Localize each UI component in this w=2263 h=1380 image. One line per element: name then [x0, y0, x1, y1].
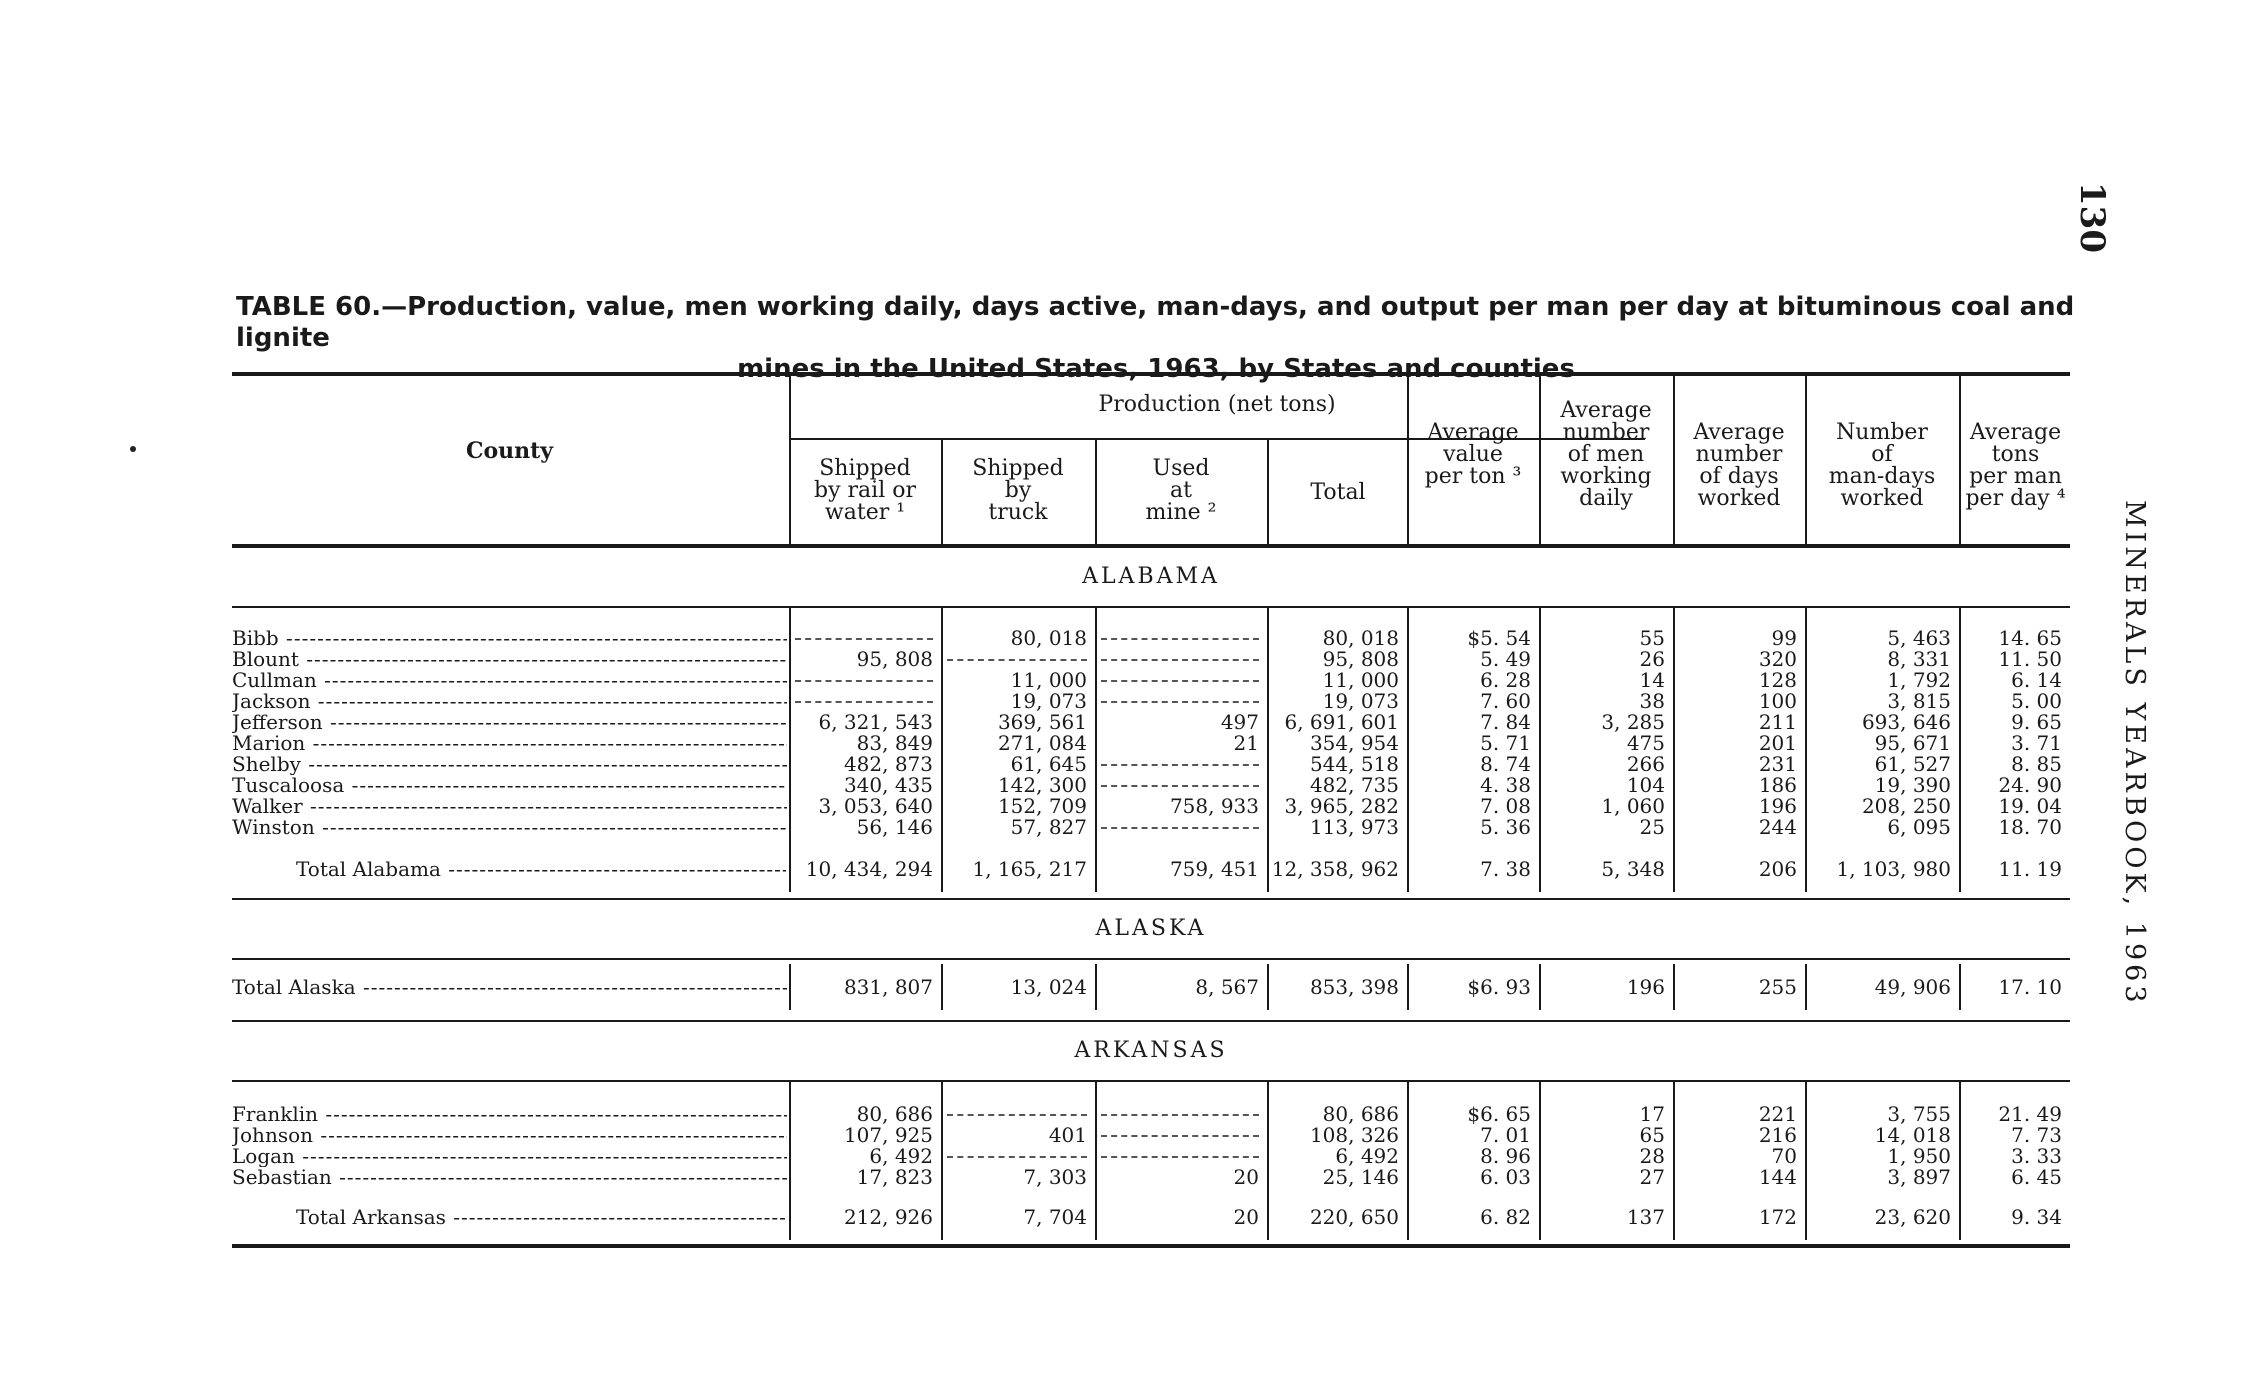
cell-men: 17: [1639, 1102, 1665, 1126]
header-text: per ton ³: [1424, 464, 1522, 489]
cell-men: 27: [1639, 1165, 1665, 1189]
county-name: Cullman -----: [232, 670, 787, 691]
column-divider: [1805, 608, 1807, 846]
total-tons: 9. 34: [2011, 1205, 2062, 1229]
table-row: [232, 691, 2070, 712]
cell-days: 128: [1758, 668, 1797, 692]
column-divider: [1673, 964, 1675, 1010]
total-label: Total Alabama -----: [296, 846, 786, 892]
state-heading-alabama: ALABAMA: [1082, 564, 1220, 589]
header-text: Number: [1836, 420, 1928, 445]
empty-cell-leader: [1101, 785, 1259, 787]
header-text: of days: [1699, 464, 1779, 489]
column-divider: [1805, 846, 1807, 892]
header-text: truck: [988, 500, 1048, 525]
total-total: 220, 650: [1309, 1205, 1399, 1229]
cell-value: 5. 71: [1480, 731, 1531, 755]
header-shipped-rail: [791, 458, 939, 524]
cell-days: 211: [1758, 710, 1797, 734]
header-text: daily: [1579, 486, 1633, 511]
table-row: [232, 733, 2070, 754]
column-divider: [1267, 608, 1269, 846]
column-divider: [789, 964, 791, 1010]
header-used-at-mine: [1097, 458, 1265, 524]
cell-men: 266: [1626, 752, 1665, 776]
column-divider: [1805, 964, 1807, 1010]
header-man-days: [1807, 422, 1957, 510]
state-heading-arkansas: ARKANSAS: [1074, 1038, 1228, 1063]
empty-cell-leader: [1101, 680, 1259, 682]
total-value: 6. 82: [1480, 1205, 1531, 1229]
column-divider: [1095, 846, 1097, 892]
header-text: worked: [1840, 486, 1924, 511]
cell-truck: 11, 000: [1010, 668, 1087, 692]
cell-mandays: 3, 897: [1887, 1165, 1951, 1189]
cell-total: 482, 735: [1309, 773, 1399, 797]
cell-mandays: 3, 755: [1887, 1102, 1951, 1126]
total-rail: 212, 926: [843, 1205, 933, 1229]
cell-value: 6. 28: [1480, 668, 1531, 692]
cell-tons: 6. 14: [2011, 668, 2062, 692]
total-row: [232, 846, 2070, 892]
header-text: number: [1562, 420, 1650, 445]
county-name: Jackson -----: [232, 691, 787, 712]
cell-tons: 21. 49: [1998, 1102, 2062, 1126]
cell-truck: 142, 300: [997, 773, 1087, 797]
cell-rail: 83, 849: [856, 731, 933, 755]
header-text: Used: [1152, 456, 1210, 481]
cell-tons: 5. 00: [2011, 689, 2062, 713]
county-name: Bibb -----: [232, 628, 787, 649]
header-text: Shipped: [819, 456, 911, 481]
empty-cell-leader: [1101, 764, 1259, 766]
cell-mandays: 1, 792: [1887, 668, 1951, 692]
header-average-men: [1541, 400, 1671, 510]
header-text: Average: [1560, 398, 1652, 423]
header-text: value: [1443, 442, 1503, 467]
cell-truck: 401: [1048, 1123, 1087, 1147]
empty-cell-leader: [947, 1114, 1087, 1116]
total-total: 12, 358, 962: [1271, 857, 1399, 881]
cell-rail: 17, 823: [856, 1165, 933, 1189]
cell-total: 80, 018: [1322, 626, 1399, 650]
cell-mandays: 5, 463: [1887, 626, 1951, 650]
column-divider: [1407, 846, 1409, 892]
header-text: Shipped: [972, 456, 1064, 481]
cell-truck: 19, 073: [1010, 689, 1087, 713]
total-men: 5, 348: [1601, 857, 1665, 881]
cell-total: 25, 146: [1322, 1165, 1399, 1189]
table-header: [232, 376, 2070, 544]
empty-cell-leader: [947, 1156, 1087, 1158]
total-label: Total Arkansas -----: [296, 1194, 786, 1240]
county-name: Shelby -----: [232, 754, 787, 775]
column-divider: [941, 608, 943, 846]
total-mandays: 1, 103, 980: [1836, 857, 1951, 881]
cell-rail: 6, 492: [869, 1144, 933, 1168]
table-row: [232, 670, 2070, 691]
table-row: [232, 1125, 2070, 1146]
column-divider: [1407, 608, 1409, 846]
empty-cell-leader: [795, 701, 933, 703]
cell-days: 144: [1758, 1165, 1797, 1189]
table-bottom-rule: [232, 1244, 2070, 1248]
empty-cell-leader: [1101, 638, 1259, 640]
header-text: number: [1695, 442, 1783, 467]
cell-used: 20: [1233, 1165, 1259, 1189]
column-divider: [1673, 1194, 1675, 1240]
county-name: Sebastian -----: [232, 1167, 787, 1188]
total-days: 255: [1758, 975, 1797, 999]
empty-cell-leader: [1101, 1135, 1259, 1137]
column-divider: [1673, 846, 1675, 892]
total-tons: 11. 19: [1998, 857, 2062, 881]
cell-men: 1, 060: [1601, 794, 1665, 818]
cell-truck: 57, 827: [1010, 815, 1087, 839]
cell-mandays: 208, 250: [1861, 794, 1951, 818]
header-text: of: [1871, 442, 1893, 467]
cell-value: 7. 01: [1480, 1123, 1531, 1147]
cell-days: 244: [1758, 815, 1797, 839]
cell-total: 80, 686: [1322, 1102, 1399, 1126]
column-divider: [1267, 846, 1269, 892]
cell-men: 25: [1639, 815, 1665, 839]
cell-value: 7. 84: [1480, 710, 1531, 734]
total-mandays: 23, 620: [1874, 1205, 1951, 1229]
cell-men: 26: [1639, 647, 1665, 671]
cell-total: 19, 073: [1322, 689, 1399, 713]
cell-value: 8. 96: [1480, 1144, 1531, 1168]
column-divider: [1673, 1082, 1675, 1194]
cell-tons: 14. 65: [1998, 626, 2062, 650]
total-rail: 831, 807: [843, 975, 933, 999]
county-name: Marion -----: [232, 733, 787, 754]
table-row: [232, 1104, 2070, 1125]
cell-rail: 80, 686: [856, 1102, 933, 1126]
cell-rail: 56, 146: [856, 815, 933, 839]
cell-rail: 107, 925: [843, 1123, 933, 1147]
total-value: $6. 93: [1467, 975, 1531, 999]
column-divider: [941, 846, 943, 892]
total-total: 853, 398: [1309, 975, 1399, 999]
cell-total: 544, 518: [1309, 752, 1399, 776]
table-row: [232, 817, 2070, 838]
header-text: by rail or: [814, 478, 916, 503]
cell-men: 55: [1639, 626, 1665, 650]
cell-men: 3, 285: [1601, 710, 1665, 734]
cell-mandays: 6, 095: [1887, 815, 1951, 839]
column-divider: [1095, 1194, 1097, 1240]
total-truck: 13, 024: [1010, 975, 1087, 999]
cell-value: 6. 03: [1480, 1165, 1531, 1189]
cell-value: 7. 60: [1480, 689, 1531, 713]
cell-tons: 19. 04: [1998, 794, 2062, 818]
column-divider: [1959, 608, 1961, 846]
column-divider: [1407, 1194, 1409, 1240]
column-divider: [1095, 1082, 1097, 1194]
cell-tons: 7. 73: [2011, 1123, 2062, 1147]
header-text: man-days: [1828, 464, 1936, 489]
total-rail: 10, 434, 294: [805, 857, 933, 881]
county-name: Logan -----: [232, 1146, 787, 1167]
alaska-total-row: [232, 960, 2070, 1010]
cell-truck: 7, 303: [1023, 1165, 1087, 1189]
total-label: Total Alaska -----: [232, 964, 787, 1010]
table-row: [232, 649, 2070, 670]
total-row: [232, 1194, 2070, 1240]
empty-cell-leader: [1101, 701, 1259, 703]
total-men: 137: [1626, 1205, 1665, 1229]
header-average-tons: [1961, 422, 2070, 510]
alabama-total-row: [232, 846, 2070, 892]
table-row: [232, 775, 2070, 796]
cell-men: 28: [1639, 1144, 1665, 1168]
column-divider: [1959, 1082, 1961, 1194]
cell-total: 6, 492: [1335, 1144, 1399, 1168]
cell-days: 221: [1758, 1102, 1797, 1126]
column-divider: [941, 964, 943, 1010]
table-title-line-1: TABLE 60.—Production, value, men working daily, days active, man-days, and output per man per day at bituminous coal and lignite: [236, 292, 2075, 353]
total-used: 8, 567: [1195, 975, 1259, 999]
cell-rail: 482, 873: [843, 752, 933, 776]
table-row: [232, 1167, 2070, 1188]
total-truck: 7, 704: [1023, 1205, 1087, 1229]
cell-truck: 271, 084: [997, 731, 1087, 755]
column-divider: [789, 846, 791, 892]
header-text: per day ⁴: [1965, 486, 2066, 511]
cell-total: 354, 954: [1309, 731, 1399, 755]
cell-total: 113, 973: [1309, 815, 1399, 839]
total-men: 196: [1626, 975, 1665, 999]
column-divider: [1959, 1194, 1961, 1240]
cell-days: 196: [1758, 794, 1797, 818]
column-divider: [1267, 1082, 1269, 1194]
total-days: 206: [1758, 857, 1797, 881]
column-divider: [1095, 964, 1097, 1010]
total-used: 20: [1233, 1205, 1259, 1229]
column-divider: [1539, 608, 1541, 846]
arkansas-total-row: [232, 1194, 2070, 1240]
column-divider: [1539, 1194, 1541, 1240]
cell-tons: 11. 50: [1998, 647, 2062, 671]
column-divider: [1673, 608, 1675, 846]
header-text: per man: [1969, 464, 2062, 489]
total-truck: 1, 165, 217: [972, 857, 1087, 881]
empty-cell-leader: [1101, 827, 1259, 829]
column-divider: [1407, 1082, 1409, 1194]
empty-cell-leader: [1101, 1156, 1259, 1158]
cell-tons: 18. 70: [1998, 815, 2062, 839]
county-name: Johnson -----: [232, 1125, 787, 1146]
total-mandays: 49, 906: [1874, 975, 1951, 999]
cell-days: 99: [1771, 626, 1797, 650]
total-used: 759, 451: [1169, 857, 1259, 881]
cell-tons: 3. 33: [2011, 1144, 2062, 1168]
cell-value: 5. 36: [1480, 815, 1531, 839]
header-text: water ¹: [824, 500, 906, 525]
cell-mandays: 61, 527: [1874, 752, 1951, 776]
cell-value: 7. 08: [1480, 794, 1531, 818]
header-total: Total: [1310, 480, 1366, 505]
empty-cell-leader: [1101, 1114, 1259, 1116]
county-name: Jefferson -----: [232, 712, 787, 733]
cell-men: 104: [1626, 773, 1665, 797]
cell-mandays: 1, 950: [1887, 1144, 1951, 1168]
column-divider: [1805, 1194, 1807, 1240]
header-shipped-truck: [943, 458, 1093, 524]
cell-rail: 95, 808: [856, 647, 933, 671]
header-production-group: Production (net tons): [1098, 392, 1336, 417]
header-average-value: [1409, 422, 1537, 488]
column-divider: [1539, 964, 1541, 1010]
cell-mandays: 693, 646: [1861, 710, 1951, 734]
cell-days: 320: [1758, 647, 1797, 671]
cell-men: 65: [1639, 1123, 1665, 1147]
total-row: [232, 964, 2070, 1010]
table-row: [232, 796, 2070, 817]
column-divider: [789, 1082, 791, 1194]
cell-mandays: 19, 390: [1874, 773, 1951, 797]
column-divider: [1959, 964, 1961, 1010]
column-divider: [1539, 1082, 1541, 1194]
header-text: Average: [1693, 420, 1785, 445]
cell-days: 216: [1758, 1123, 1797, 1147]
empty-cell-leader: [947, 659, 1087, 661]
header-text: tons: [1991, 442, 2040, 467]
table-row: [232, 712, 2070, 733]
coal-production-table: [232, 372, 2070, 1248]
header-text: mine ²: [1145, 500, 1217, 525]
cell-truck: 61, 645: [1010, 752, 1087, 776]
cell-days: 201: [1758, 731, 1797, 755]
cell-total: 11, 000: [1322, 668, 1399, 692]
county-name: Franklin -----: [232, 1104, 787, 1125]
cell-rail: 3, 053, 640: [818, 794, 933, 818]
column-divider: [941, 1082, 943, 1194]
cell-men: 475: [1626, 731, 1665, 755]
table-row: [232, 754, 2070, 775]
cell-rail: 340, 435: [843, 773, 933, 797]
alabama-county-rows: [232, 608, 2070, 846]
cell-total: 108, 326: [1309, 1123, 1399, 1147]
total-days: 172: [1758, 1205, 1797, 1229]
column-divider: [1805, 1082, 1807, 1194]
header-text: worked: [1697, 486, 1781, 511]
column-divider: [1539, 846, 1541, 892]
table-row: [232, 628, 2070, 649]
cell-days: 70: [1771, 1144, 1797, 1168]
cell-value: 5. 49: [1480, 647, 1531, 671]
cell-value: $6. 65: [1467, 1102, 1531, 1126]
cell-mandays: 8, 331: [1887, 647, 1951, 671]
empty-cell-leader: [795, 680, 933, 682]
header-county: County: [465, 438, 554, 464]
header-average-days: [1675, 422, 1803, 510]
cell-tons: 8. 85: [2011, 752, 2062, 776]
running-head: MINERALS YEARBOOK, 1963: [2119, 500, 2150, 1007]
page-number: 130: [2072, 182, 2112, 253]
column-divider: [1267, 1194, 1269, 1240]
cell-tons: 24. 90: [1998, 773, 2062, 797]
column-divider: [1267, 964, 1269, 1010]
cell-value: $5. 54: [1467, 626, 1531, 650]
cell-value: 4. 38: [1480, 773, 1531, 797]
cell-total: 3, 965, 282: [1284, 794, 1399, 818]
cell-men: 14: [1639, 668, 1665, 692]
cell-days: 231: [1758, 752, 1797, 776]
column-divider: [1407, 964, 1409, 1010]
cell-truck: 369, 561: [997, 710, 1087, 734]
cell-mandays: 95, 671: [1874, 731, 1951, 755]
cell-value: 8. 74: [1480, 752, 1531, 776]
header-text: working: [1560, 464, 1652, 489]
column-divider: [941, 1194, 943, 1240]
empty-cell-leader: [795, 638, 933, 640]
header-text: by: [1004, 478, 1032, 503]
header-text: at: [1170, 478, 1192, 503]
state-heading-alaska: ALASKA: [1095, 916, 1207, 941]
cell-truck: 80, 018: [1010, 626, 1087, 650]
total-value: 7. 38: [1480, 857, 1531, 881]
table-title-line-2: mines in the United States, 1963, by States and counties: [737, 354, 1575, 384]
county-name: Tuscaloosa -----: [232, 775, 787, 796]
cell-total: 6, 691, 601: [1284, 710, 1399, 734]
total-tons: 17. 10: [1998, 975, 2062, 999]
cell-rail: 6, 321, 543: [818, 710, 933, 734]
county-name: Walker -----: [232, 796, 787, 817]
arkansas-county-rows: [232, 1082, 2070, 1194]
cell-used: 497: [1220, 710, 1259, 734]
cell-men: 38: [1639, 689, 1665, 713]
header-text: Average: [1969, 420, 2062, 445]
cell-days: 186: [1758, 773, 1797, 797]
column-divider: [1959, 846, 1961, 892]
cell-tons: 9. 65: [2011, 710, 2062, 734]
header-text: Average: [1427, 420, 1519, 445]
table-row: [232, 1146, 2070, 1167]
cell-mandays: 14, 018: [1874, 1123, 1951, 1147]
empty-cell-leader: [1101, 659, 1259, 661]
cell-truck: 152, 709: [997, 794, 1087, 818]
cell-total: 95, 808: [1322, 647, 1399, 671]
cell-tons: 6. 45: [2011, 1165, 2062, 1189]
column-divider: [1095, 608, 1097, 846]
county-name: Winston -----: [232, 817, 787, 838]
column-divider: [789, 1194, 791, 1240]
cell-mandays: 3, 815: [1887, 689, 1951, 713]
county-name: Blount -----: [232, 649, 787, 670]
cell-tons: 3. 71: [2011, 731, 2062, 755]
cell-used: 21: [1233, 731, 1259, 755]
header-text: of men: [1567, 442, 1645, 467]
margin-bullet: [130, 446, 136, 452]
cell-days: 100: [1758, 689, 1797, 713]
column-divider: [789, 608, 791, 846]
cell-used: 758, 933: [1169, 794, 1259, 818]
